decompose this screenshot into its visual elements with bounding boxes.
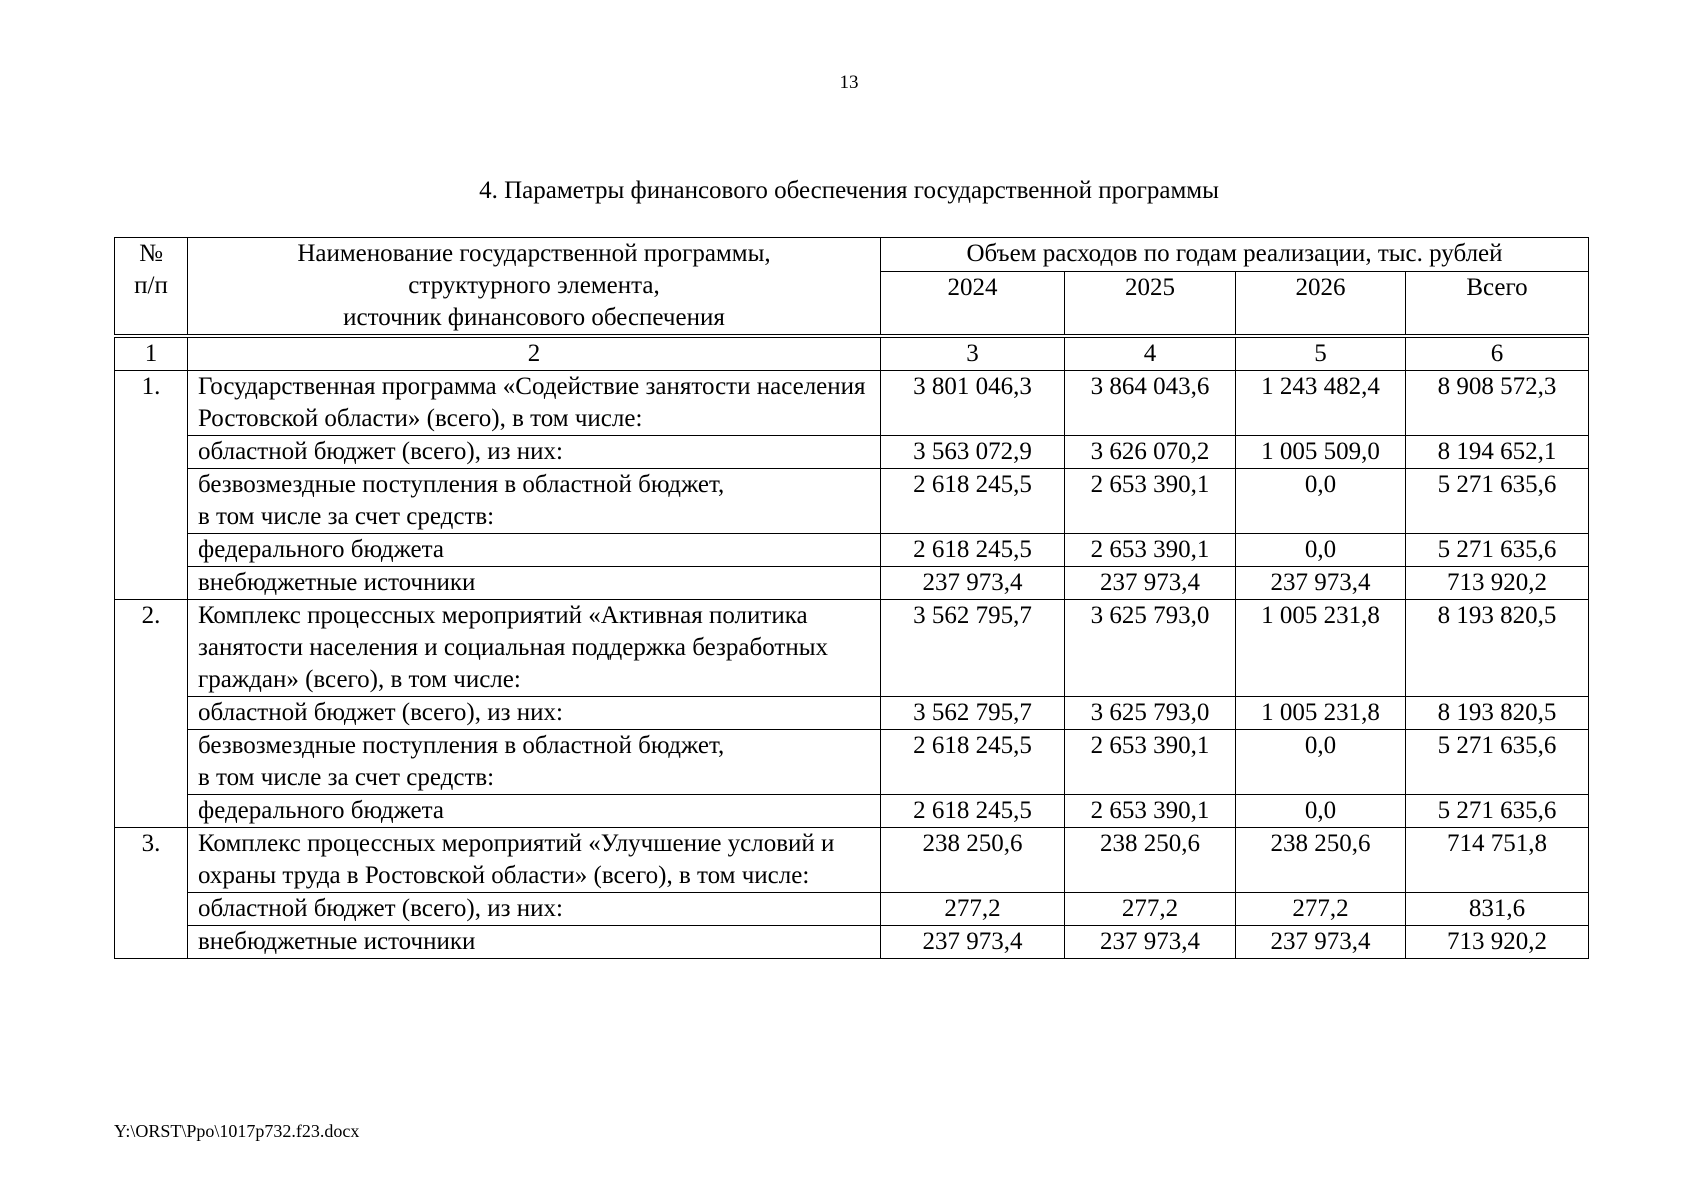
- row-value: 3 625 793,0: [1065, 697, 1236, 730]
- table-row: [115, 893, 1589, 926]
- row-value: 8 194 652,1: [1406, 436, 1589, 469]
- header-year-2024: 2024: [881, 271, 1065, 304]
- row-value: 3 626 070,2: [1065, 436, 1236, 469]
- row-value: 237 973,4: [881, 567, 1065, 600]
- table-row: [115, 795, 1589, 828]
- row-value: 5 271 635,6: [1406, 469, 1589, 534]
- column-number: 3: [881, 336, 1065, 371]
- column-number: 5: [1236, 336, 1406, 371]
- section-number: 2.: [115, 600, 188, 828]
- row-name: Комплекс процессных мероприятий «Активная политика занятости населения и социальная поддержка безработных граждан» (всего), в том числе:: [188, 600, 881, 697]
- row-value: 2 653 390,1: [1065, 730, 1236, 795]
- table-row: [115, 436, 1589, 469]
- row-value: 2 618 245,5: [881, 795, 1065, 828]
- header-total: Всего: [1406, 271, 1589, 304]
- row-name: внебюджетные источники: [188, 926, 881, 959]
- row-value: 831,6: [1406, 893, 1589, 926]
- table-row: [115, 730, 1589, 795]
- row-name: безвозмездные поступления в областной бюджет, в том числе за счет средств:: [188, 730, 881, 795]
- row-value: 238 250,6: [1236, 828, 1406, 893]
- row-value: 714 751,8: [1406, 828, 1589, 893]
- header-spacer: [1236, 304, 1406, 336]
- row-name: федерального бюджета: [188, 534, 881, 567]
- row-value: 0,0: [1236, 730, 1406, 795]
- row-value: 5 271 635,6: [1406, 534, 1589, 567]
- table-row: [115, 469, 1589, 534]
- row-value: 3 801 046,3: [881, 371, 1065, 436]
- row-name: областной бюджет (всего), из них:: [188, 893, 881, 926]
- row-value: 3 563 072,9: [881, 436, 1065, 469]
- row-value: 8 193 820,5: [1406, 697, 1589, 730]
- row-value: 277,2: [881, 893, 1065, 926]
- header-spacer: [881, 304, 1065, 336]
- row-name: областной бюджет (всего), из них:: [188, 436, 881, 469]
- header-spacer: [1065, 304, 1236, 336]
- table-row: [115, 926, 1589, 959]
- row-value: 237 973,4: [1065, 567, 1236, 600]
- row-value: 2 653 390,1: [1065, 795, 1236, 828]
- document-title: 4. Параметры финансового обеспечения государственной программы: [479, 177, 1219, 204]
- row-value: 2 618 245,5: [881, 730, 1065, 795]
- row-value: 1 005 231,8: [1236, 600, 1406, 697]
- row-value: 5 271 635,6: [1406, 795, 1589, 828]
- row-value: 713 920,2: [1406, 567, 1589, 600]
- table-row: [115, 371, 1589, 436]
- row-value: 3 562 795,7: [881, 600, 1065, 697]
- row-value: 5 271 635,6: [1406, 730, 1589, 795]
- row-value: 237 973,4: [1236, 567, 1406, 600]
- row-value: 1 005 231,8: [1236, 697, 1406, 730]
- row-value: 8 908 572,3: [1406, 371, 1589, 436]
- row-name: Комплекс процессных мероприятий «Улучшение условий и охраны труда в Ростовской области» (всего), в том числе:: [188, 828, 881, 893]
- table-row: [115, 828, 1589, 893]
- row-name: областной бюджет (всего), из них:: [188, 697, 881, 730]
- row-value: 238 250,6: [1065, 828, 1236, 893]
- row-value: 3 864 043,6: [1065, 371, 1236, 436]
- row-value: 8 193 820,5: [1406, 600, 1589, 697]
- row-value: 0,0: [1236, 469, 1406, 534]
- footer-file-path: Y:\ORST\Ppo\1017p732.f23.docx: [114, 1121, 360, 1141]
- row-name: безвозмездные поступления в областной бюджет, в том числе за счет средств:: [188, 469, 881, 534]
- row-value: 1 005 509,0: [1236, 436, 1406, 469]
- row-value: 3 625 793,0: [1065, 600, 1236, 697]
- row-value: 2 618 245,5: [881, 534, 1065, 567]
- page-number: 13: [839, 72, 859, 93]
- header-spacer: [1406, 304, 1589, 336]
- column-number: 6: [1406, 336, 1589, 371]
- row-value: 713 920,2: [1406, 926, 1589, 959]
- header-year-2025: 2025: [1065, 271, 1236, 304]
- row-value: 237 973,4: [1236, 926, 1406, 959]
- row-value: 277,2: [1236, 893, 1406, 926]
- row-value: 0,0: [1236, 795, 1406, 828]
- table-row: [115, 697, 1589, 730]
- row-value: 2 653 390,1: [1065, 534, 1236, 567]
- section-number: 3.: [115, 828, 188, 959]
- row-value: 277,2: [1065, 893, 1236, 926]
- row-value: 237 973,4: [1065, 926, 1236, 959]
- header-expenses-group: Объем расходов по годам реализации, тыс. рублей: [881, 238, 1589, 272]
- header-name-cell: Наименование государственной программы, структурного элемента, источник финансового обеспечения: [188, 238, 881, 337]
- header-number-cell: № п/п: [115, 238, 188, 337]
- row-value: 0,0: [1236, 534, 1406, 567]
- financing-table: [114, 237, 1589, 959]
- column-number: 1: [115, 336, 188, 371]
- column-number: 4: [1065, 336, 1236, 371]
- column-number: 2: [188, 336, 881, 371]
- row-name: внебюджетные источники: [188, 567, 881, 600]
- table-row: [115, 534, 1589, 567]
- row-value: 2 653 390,1: [1065, 469, 1236, 534]
- row-value: 3 562 795,7: [881, 697, 1065, 730]
- row-name: федерального бюджета: [188, 795, 881, 828]
- row-value: 238 250,6: [881, 828, 1065, 893]
- row-value: 1 243 482,4: [1236, 371, 1406, 436]
- row-value: 237 973,4: [881, 926, 1065, 959]
- table-row: [115, 600, 1589, 697]
- header-year-2026: 2026: [1236, 271, 1406, 304]
- row-name: Государственная программа «Содействие занятости населения Ростовской области» (всего), в том числе:: [188, 371, 881, 436]
- section-number: 1.: [115, 371, 188, 600]
- table-row: [115, 567, 1589, 600]
- row-value: 2 618 245,5: [881, 469, 1065, 534]
